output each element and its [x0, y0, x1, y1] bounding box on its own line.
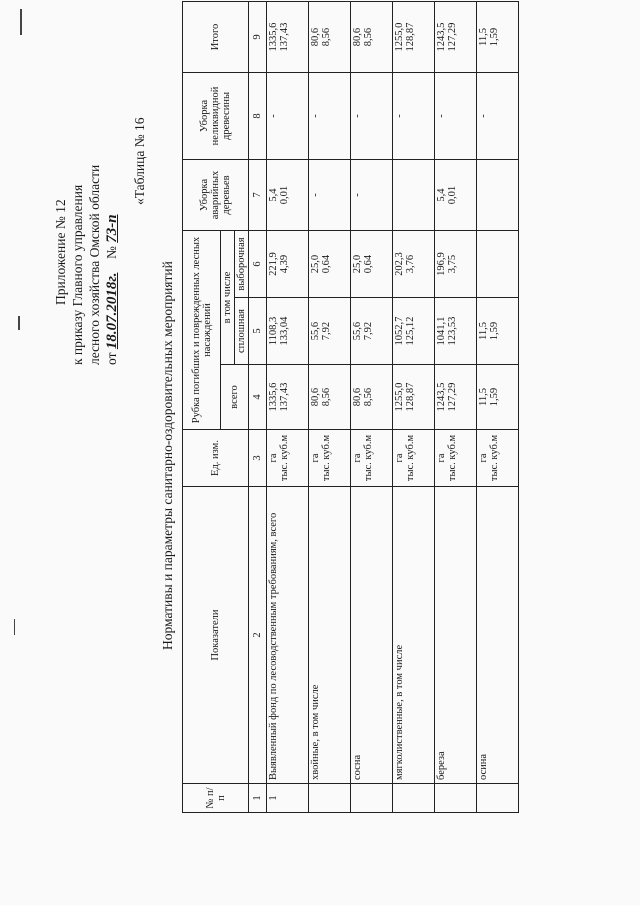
cell-sum: 80,6 8,56 — [351, 2, 393, 73]
column-number-cell: 6 — [249, 231, 267, 298]
document-title: Нормативы и параметры санитарно-оздоровительных мероприятий — [160, 261, 175, 650]
cell-selective: 25,0 0,64 — [351, 231, 393, 298]
cell-label: сосна — [351, 487, 393, 784]
cell-total: 11,5 1,59 — [477, 365, 519, 430]
header-emergency: Уборка аварийных деревьев — [183, 160, 249, 231]
table-number: «Таблица № 16 — [132, 117, 147, 205]
cell-label: Выявленный фонд по лесоводственным требованиям, всего — [267, 487, 309, 784]
cell-clear: 1108,3 133,04 — [267, 298, 309, 365]
appendix-line-2: к приказу Главного управления — [70, 184, 85, 365]
date-prefix: от — [104, 352, 119, 365]
cell-n — [351, 784, 393, 813]
header-felling: Рубка погибших и поврежденных лесных насаждений — [183, 231, 221, 430]
header-selective: выборочная — [235, 231, 249, 298]
norms-table — [182, 1, 519, 813]
column-number-cell: 4 — [249, 365, 267, 430]
cell-emergency — [477, 160, 519, 231]
cell-total: 1243,5 127,29 — [435, 365, 477, 430]
cell-n — [477, 784, 519, 813]
cell-n — [309, 784, 351, 813]
column-number-cell: 1 — [249, 784, 267, 813]
cell-emergency: - — [309, 160, 351, 231]
appendix-line-3: лесного хозяйства Омской области — [87, 164, 102, 365]
cell-sum: 1255,0 128,87 — [393, 2, 435, 73]
column-number-cell: 7 — [249, 160, 267, 231]
header-unit: Ед. изм. — [183, 430, 249, 487]
cell-unit: га тыс. куб.м — [267, 430, 309, 487]
header-total: всего — [221, 365, 249, 430]
scan-speck — [18, 316, 20, 330]
cell-emergency: 5,4 0,01 — [267, 160, 309, 231]
cell-label: хвойные, в том числе — [309, 487, 351, 784]
cell-selective — [477, 231, 519, 298]
handwritten-number: 73-п — [104, 214, 120, 243]
cell-clear: 1052,7 125,12 — [393, 298, 435, 365]
cell-emergency — [393, 160, 435, 231]
appendix-line-4 — [103, 0, 121, 365]
column-numbers-row — [249, 2, 267, 813]
table-body — [267, 2, 519, 813]
cell-label: береза — [435, 487, 477, 784]
table-row — [309, 2, 351, 813]
number-prefix: № — [104, 246, 119, 260]
header-sum: Итого — [183, 2, 249, 73]
cell-total: 80,6 8,56 — [351, 365, 393, 430]
cell-total: 1335,6 137,43 — [267, 365, 309, 430]
cell-selective: 221,9 4,39 — [267, 231, 309, 298]
header-incl: в том числе — [221, 231, 235, 365]
cell-sum: 80,6 8,56 — [309, 2, 351, 73]
header-clear: сплошная — [235, 298, 249, 365]
cell-label: осина — [477, 487, 519, 784]
header-num: № п/п — [183, 784, 249, 813]
cell-sum: 1243,5 127,29 — [435, 2, 477, 73]
scan-speck — [20, 9, 22, 35]
cell-sum: 11,5 1,59 — [477, 2, 519, 73]
cell-unit: га тыс. куб.м — [393, 430, 435, 487]
column-number-cell: 9 — [249, 2, 267, 73]
cell-n — [435, 784, 477, 813]
cell-emergency: 5,4 0,01 — [435, 160, 477, 231]
cell-n — [393, 784, 435, 813]
cell-selective: 196,9 3,75 — [435, 231, 477, 298]
cell-unit: га тыс. куб.м — [477, 430, 519, 487]
cell-unit: га тыс. куб.м — [351, 430, 393, 487]
column-number-cell: 8 — [249, 73, 267, 160]
cell-illiquid: - — [393, 73, 435, 160]
cell-illiquid: - — [435, 73, 477, 160]
cell-illiquid: - — [351, 73, 393, 160]
table-row — [267, 2, 309, 813]
cell-total: 1255,0 128,87 — [393, 365, 435, 430]
cell-clear: 1041,1 123,53 — [435, 298, 477, 365]
appendix-line-1: Приложение № 12 — [53, 199, 68, 305]
table-row — [435, 2, 477, 813]
cell-selective: 202,3 3,76 — [393, 231, 435, 298]
table-row — [477, 2, 519, 813]
appendix-block — [52, 0, 121, 365]
cell-unit: га тыс. куб.м — [309, 430, 351, 487]
header-illiquid: Уборка неликвидной древесины — [183, 73, 249, 160]
cell-total: 80,6 8,56 — [309, 365, 351, 430]
column-number-cell: 3 — [249, 430, 267, 487]
scan-speck — [14, 619, 15, 635]
cell-unit: га тыс. куб.м — [435, 430, 477, 487]
table-row — [393, 2, 435, 813]
cell-illiquid: - — [267, 73, 309, 160]
cell-emergency: - — [351, 160, 393, 231]
cell-label: мягколиственные, в том числе — [393, 487, 435, 784]
cell-illiquid: - — [309, 73, 351, 160]
column-number-cell: 2 — [249, 487, 267, 784]
column-number-cell: 5 — [249, 298, 267, 365]
cell-sum: 1335,6 137,43 — [267, 2, 309, 73]
cell-selective: 25,0 0,64 — [309, 231, 351, 298]
cell-clear: 55,6 7,92 — [351, 298, 393, 365]
table-row — [351, 2, 393, 813]
cell-n: 1 — [267, 784, 309, 813]
header-indicator: Показатели — [183, 487, 249, 784]
handwritten-date: 18.07.2018г. — [104, 272, 120, 350]
cell-illiquid: - — [477, 73, 519, 160]
cell-clear: 55,6 7,92 — [309, 298, 351, 365]
cell-clear: 11,5 1,59 — [477, 298, 519, 365]
